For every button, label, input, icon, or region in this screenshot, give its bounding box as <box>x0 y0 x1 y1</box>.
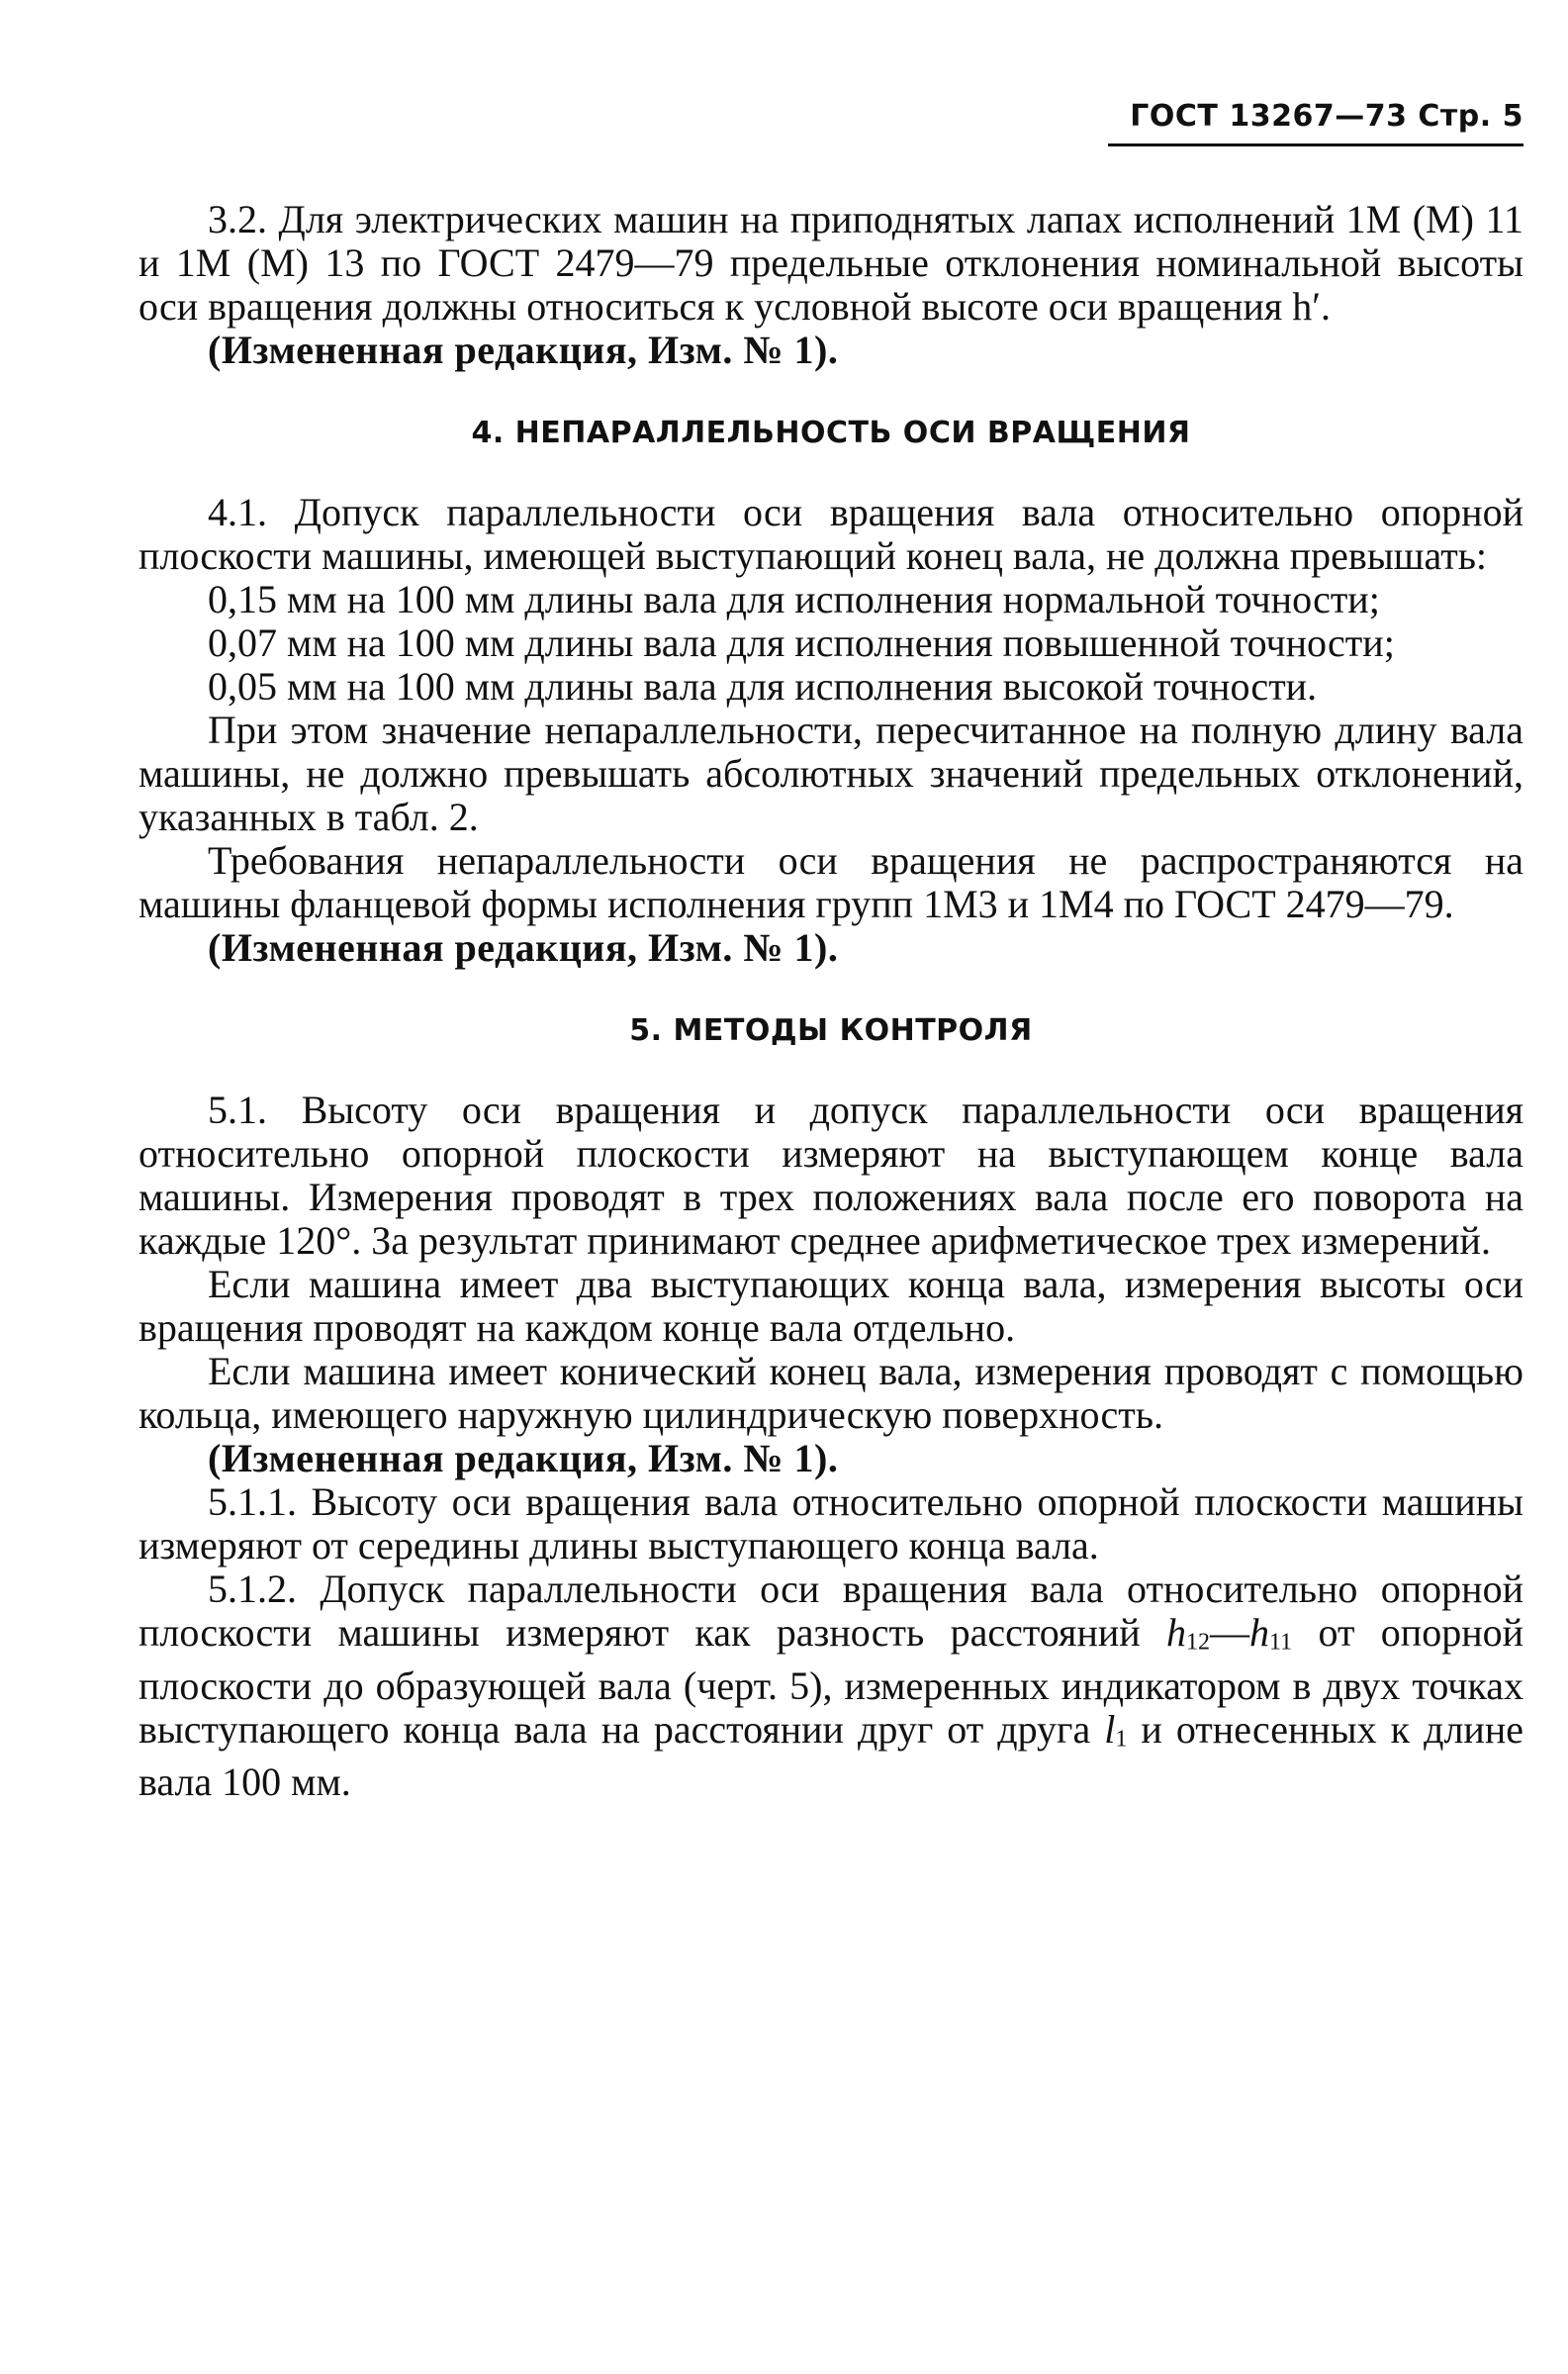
edit-note: (Измененная редакция, Изм. № 1). <box>208 1436 839 1480</box>
paragraph-5-1: 5.1. Высоту оси вращения и допуск параллельности оси вращения относительно опорной плоскости измеряют на выступающем конце вала машины. Измерения проводят в трех положениях вала после его поворота на каждые 120°. За результат принимают среднее арифметическое трех измерений. <box>138 1088 1523 1263</box>
header-rule <box>1108 143 1523 146</box>
paragraph-5-1-b: Если машина имеет два выступающих конца вала, измерения высоты оси вращения проводят на каждом конце вала отдельно. <box>138 1262 1523 1350</box>
spacer <box>138 455 1523 491</box>
subscript-12: 12 <box>1186 1629 1211 1656</box>
tolerance-item-high: 0,05 мм на 100 мм длины вала для исполнения высокой точности. <box>208 664 1318 709</box>
paragraph-4-note-2: Требования непараллельности оси вращения не распространяются на машины фланцевой формы исполнения групп 1М3 и 1М4 по ГОСТ 2479—79. <box>138 838 1523 926</box>
spacer <box>138 970 1523 1009</box>
dash: — <box>1210 1610 1250 1655</box>
paragraph-5-1-1: 5.1.1. Высоту оси вращения вала относительно опорной плоскости машины измеряют от середины длины выступающего конца вала. <box>138 1479 1523 1567</box>
symbol-h: h <box>1249 1610 1270 1655</box>
symbol-h: h <box>1166 1610 1187 1655</box>
paragraph-4-note-1: При этом значение непараллельности, пересчитанное на полную длину вала машины, не должно превышать абсолютных значений предельных отклонений, указанных в табл. 2. <box>138 708 1523 839</box>
section-4-title: 4. НЕПАРАЛЛЕЛЬНОСТЬ ОСИ ВРАЩЕНИЯ <box>471 416 1191 450</box>
tolerance-item-increased: 0,07 мм на 100 мм длины вала для исполнения повышенной точности; <box>208 620 1395 665</box>
paragraph-5-1-2-text-start: 5.1.2. Допуск параллельности оси вращения вала относительно опорной плоскости машины измеряют как разность расстояний <box>138 1567 1523 1655</box>
section-5-title: 5. МЕТОДЫ КОНТРОЛЯ <box>629 1013 1033 1048</box>
paragraph-5-1-2-text-end: и отнесенных к длине вала 100 мм. <box>138 1706 1523 1805</box>
document-body <box>138 198 1523 1804</box>
subscript-1: 1 <box>1115 1726 1128 1753</box>
paragraph-3-2: 3.2. Для электрических машин на приподнятых лапах исполнений 1M (М) 11 и 1М (М) 13 по ГОСТ 2479—79 предельные отклонения номинальной высоты оси вращения должны относиться к условной высоте оси вращения h′. <box>138 197 1523 329</box>
edit-note: (Измененная редакция, Изм. № 1). <box>208 328 839 372</box>
symbol-l: l <box>1104 1706 1116 1752</box>
spacer <box>138 372 1523 412</box>
paragraph-5-1-2-text-middle: от опорной плоскости до образующей вала (черт. 5), измеренных индикатором в двух точках выступающего конца вала на расстоянии друг от друга <box>138 1610 1523 1752</box>
paragraph-5-1-c: Если машина имеет конический конец вала, измерения проводят с помощью кольца, имеющего наружную цилиндрическую поверхность. <box>138 1349 1523 1437</box>
tolerance-item-normal: 0,15 мм на 100 мм длины вала для исполнения нормальной точности; <box>208 577 1380 621</box>
edit-note: (Измененная редакция, Изм. № 1). <box>208 925 839 970</box>
page-header: ГОСТ 13267—73 Стр. 5 <box>1130 99 1523 134</box>
paragraph-4-1: 4.1. Допуск параллельности оси вращения вала относительно опорной плоскости машины, имеющей выступающий конец вала, не должна превышать: <box>138 490 1523 578</box>
spacer <box>138 1053 1523 1089</box>
subscript-11: 11 <box>1269 1629 1293 1656</box>
paragraph-5-1-2 <box>138 1567 1523 1804</box>
